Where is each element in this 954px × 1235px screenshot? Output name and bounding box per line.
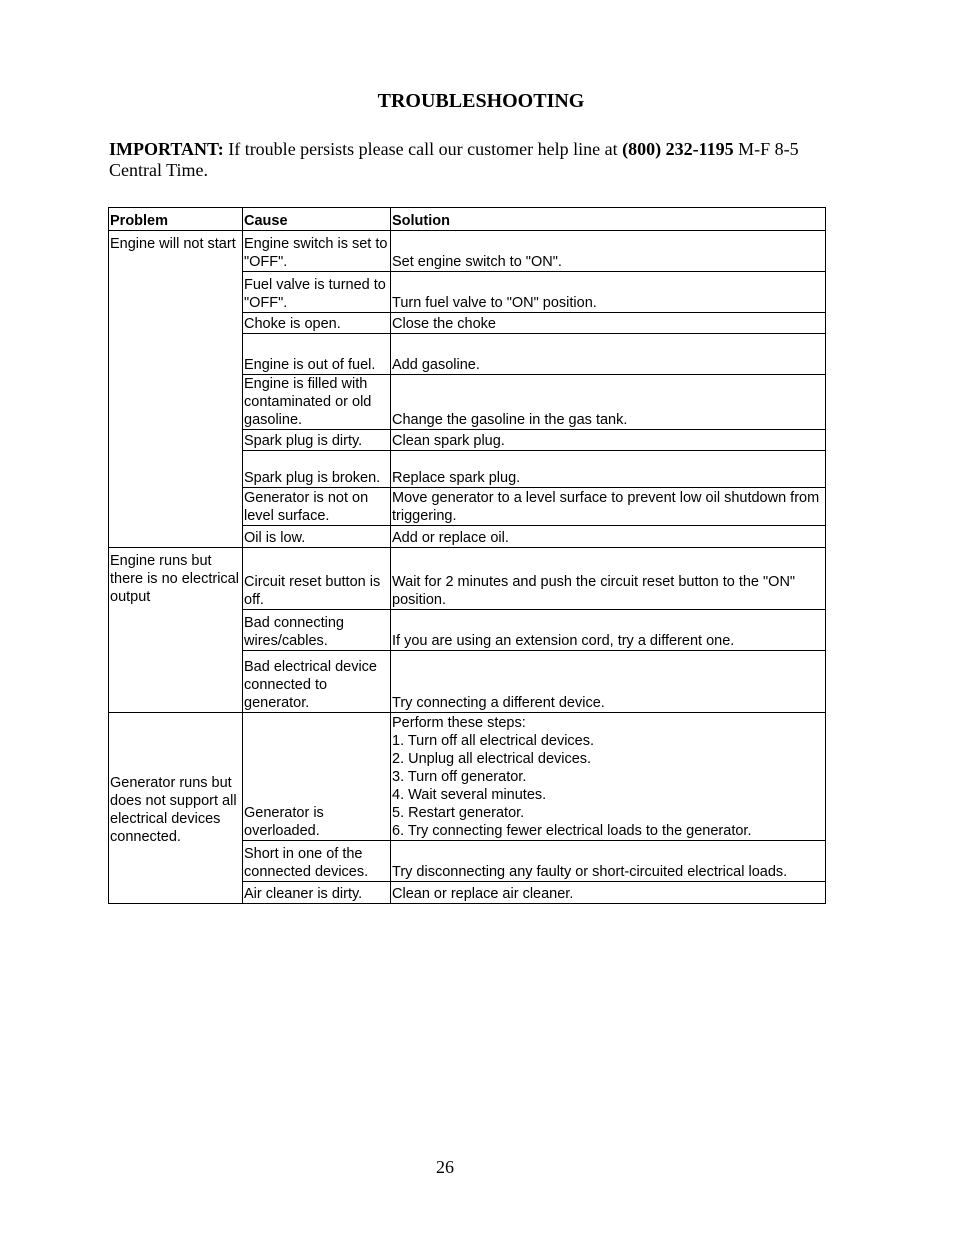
cause-cell: Engine is out of fuel. [243,334,391,375]
header-cause: Cause [243,208,391,231]
cause-cell: Engine is filled with contaminated or old gasoline. [243,375,391,430]
solution-cell: Try disconnecting any faulty or short-circuited electrical loads. [391,841,826,882]
header-solution: Solution [391,208,826,231]
problem-cell: Engine runs but there is no electrical output [109,548,243,713]
cause-cell: Air cleaner is dirty. [243,882,391,904]
solution-step: 3. Turn off generator. [392,769,527,785]
cause-cell: Spark plug is dirty. [243,430,391,451]
cause-cell: Bad connecting wires/cables. [243,610,391,651]
page-number: 26 [436,1157,454,1177]
solution-cell: Turn fuel valve to "ON" position. [391,272,826,313]
cause-cell: Generator is overloaded. [243,713,391,841]
page-title: TROUBLESHOOTING [377,90,585,112]
solution-step: 1. Turn off all electrical devices. [392,733,595,749]
solution-cell: Set engine switch to "ON". [391,231,826,272]
solution-cell: Change the gasoline in the gas tank. [391,375,826,430]
solution-cell: Wait for 2 minutes and push the circuit reset button to the "ON" position. [391,548,826,610]
solution-cell: Clean spark plug. [391,430,826,451]
cause-cell: Choke is open. [243,313,391,334]
important-text-before: If trouble persists please call our customer help line at [223,139,623,159]
solution-cell: Close the choke [391,313,826,334]
solution-cell: Add or replace oil. [391,526,826,548]
solution-cell: If you are using an extension cord, try a different one. [391,610,826,651]
cause-cell: Short in one of the connected devices. [243,841,391,882]
table-row [109,231,826,272]
solution-cell: Clean or replace air cleaner. [391,882,826,904]
help-line-phone: (800) 232-1195 [622,139,734,159]
troubleshooting-table [108,207,826,904]
cause-cell: Spark plug is broken. [243,451,391,488]
solution-step: 6. Try connecting fewer electrical loads to the generator. [392,823,752,839]
cause-cell: Oil is low. [243,526,391,548]
solution-steps-cell [391,713,826,841]
solution-cell: Replace spark plug. [391,451,826,488]
solution-cell: Try connecting a different device. [391,651,826,713]
cause-cell: Engine switch is set to "OFF". [243,231,391,272]
cause-cell: Generator is not on level surface. [243,488,391,526]
important-text-after: M-F 8-5 Central Time. [109,139,799,180]
solution-step: 5. Restart generator. [392,805,525,821]
cause-cell: Circuit reset button is off. [243,548,391,610]
table-header-row [109,208,826,231]
solution-step: Perform these steps: [392,715,526,731]
table-row [109,713,826,841]
table-row [109,548,826,610]
problem-cell: Generator runs but does not support all electrical devices connected. [109,713,243,904]
cause-cell: Fuel valve is turned to "OFF". [243,272,391,313]
problem-cell: Engine will not start [109,231,243,548]
solution-step: 4. Wait several minutes. [392,787,547,803]
solution-cell: Add gasoline. [391,334,826,375]
cause-cell: Bad electrical device connected to generator. [243,651,391,713]
important-notice [109,139,849,181]
important-label: IMPORTANT: [109,139,224,159]
header-problem: Problem [109,208,243,231]
solution-cell: Move generator to a level surface to prevent low oil shutdown from triggering. [391,488,826,526]
solution-step: 2. Unplug all electrical devices. [392,751,592,767]
